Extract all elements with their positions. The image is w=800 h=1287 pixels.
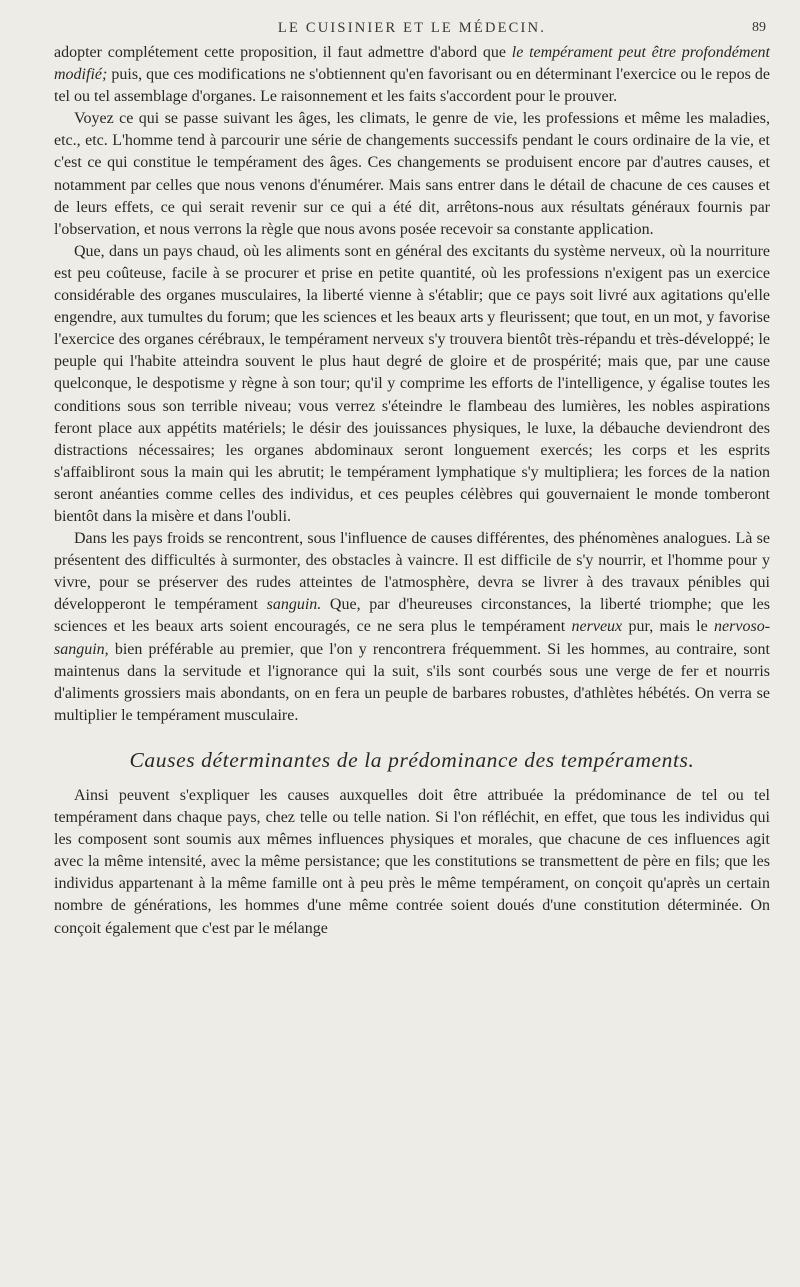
text-run: Dans les pays froids se rencontrent, sous l'influence de causes différentes, des phénomènes analogues. Là se présentent des difficultés à surmonter, des obstacles à vaincre. Il est difficile de s'y nourrir, et l'homme pour y vivre, pour se préserver des rudes atteintes de l'atmosphère, devra se livrer à des travaux pénibles qui développeront le tempérament — [54, 530, 770, 614]
body-text — [54, 42, 770, 940]
running-head — [54, 14, 770, 42]
paragraph: Que, dans un pays chaud, où les aliments sont en général des excitants du système nerveux, où la nourriture est peu coûteuse, facile à se procurer et prise en petite quantité, où les professions n'exigent pas un exercice considérable des organes musculaires, la liberté vienne à s'établir; que ce pays soit livré aux agitations qu'elle engendre, aux tumultes du forum; que les sciences et les beaux arts y fleurissent; que tout, en un mot, y favorise l'exercice des organes cérébraux, le tempérament nerveux s'y trouvera bientôt très-répandu et très-développé; le peuple qui l'habite atteindra souvent le plus haut degré de gloire et de prospérité; mais que, par une cause quelconque, le despotisme y règne à son tour; qu'il y comprime les efforts de l'intelligence, y égalise toutes les conditions sous son terrible niveau; vous verrez s'éteindre le flambeau des lumières, les nobles aspirations feront place aux appétits matériels; le désir des jouissances physiques, le luxe, la débauche deviendront des distractions nécessaires; les organes abdominaux seront longuement exercés; les corps et les esprits s'affaibliront sous la main qui les abrutit; le tempérament lymphatique s'y multipliera; les forces de la nation seront anéanties comme celles des individus, et ces peuples célèbres qui gouvernaient le monde tomberont bientôt dans la misère et dans l'oubli. — [54, 242, 770, 525]
text-run: puis, que ces modifications ne s'obtiennent qu'en favorisant ou en déterminant l'exercice ou le repos de tel ou tel assemblage d'organes. Le raisonnement et les faits s'accordent pour le prouver. — [54, 66, 770, 106]
text-run: bien préférable au premier, que l'on y rencontrera fréquemment. Si les hommes, au contraire, sont maintenus dans la servitude et l'ignorance qui la suit, s'ils sont courbés sous une verge de fer et nourris d'aliments grossiers mais abondants, on en fera un peuple de barbares robustes, d'athlètes hébétés. On verra se multiplier le tempérament musculaire. — [54, 640, 770, 724]
paragraph: Voyez ce qui se passe suivant les âges, les climats, le genre de vie, les professions et même les maladies, etc., etc. L'homme tend à parcourir une série de changements successifs pendant le cours ordinaire de la vie, et c'est ce qui constitue le tempérament des âges. Ces changements se produisent encore par d'autres causes, et notamment par celles que nous venons d'énumérer. Mais sans entrer dans le détail de chacune de ces causes et de leurs effets, ce qui serait revenir sur ce qui a été dit, arrêtons-nous aux résultats généraux fournis par l'observation, et nous verrons la règle que nous avons posée recevoir sa constante application. — [54, 110, 770, 238]
running-title: LE CUISINIER ET LE MÉDECIN. — [277, 20, 547, 36]
italic-run: nerveux — [571, 618, 623, 636]
page-number: 89 — [752, 20, 766, 35]
italic-run: sanguin. — [266, 596, 322, 614]
section-heading: Causes déterminantes de la prédominance des tempéraments. — [129, 747, 695, 772]
italic-run: le tempérament peut être profondément modifié; — [54, 44, 771, 84]
paragraph: Ainsi peuvent s'expliquer les causes auxquelles doit être attribuée la prédominance de tel ou tel tempérament dans chaque pays, chez telle ou telle nation. Si l'on réfléchit, en effet, que tous les individus qui les composent sont soumis aux mêmes influences physiques et morales, que chacune de ces influences agit avec la même intensité, avec la même persistance; que les constitutions se transmettent de père en fils; que les individus appartenant à la même famille ont à peu près le même tempérament, on conçoit qu'après un certain nombre de générations, les hommes d'une même contrée soient doués d'une constitution déterminée. On conçoit également que c'est par le mélange — [54, 787, 770, 937]
text-run: Que, par d'heureuses circonstances, la liberté triomphe; que les sciences et les beaux arts soient encouragés, ce ne sera plus le tempérament — [54, 596, 771, 636]
text-run: adopter complétement cette proposition, il faut admettre d'abord que — [54, 44, 512, 61]
italic-run: nervoso-sanguin, — [54, 618, 771, 658]
paragraph — [54, 528, 770, 727]
text-run: pur, mais le — [622, 618, 715, 636]
paragraph-continuation — [54, 42, 770, 108]
